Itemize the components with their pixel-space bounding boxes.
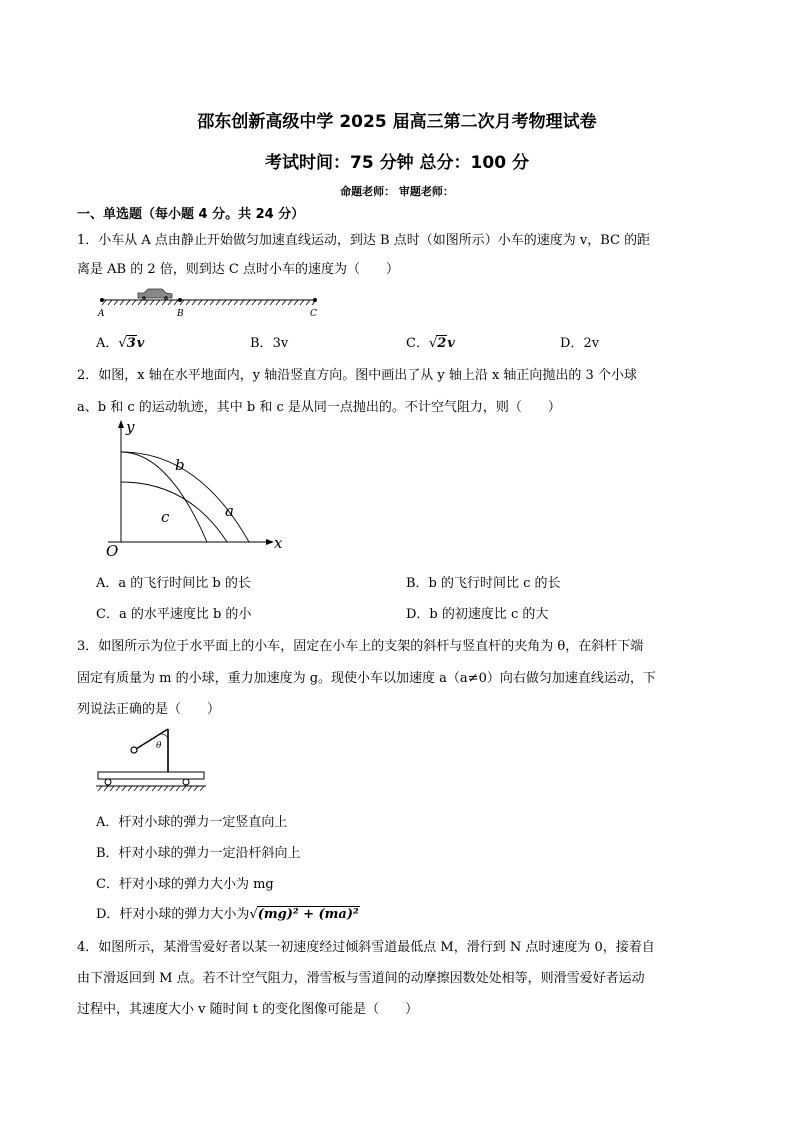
q1-label-a: A <box>98 309 105 319</box>
q1-line1: 1．小车从 A 点由静止开始做匀加速直线运动，到达 B 点时（如图所示）小车的速度为 v，BC 的距 <box>77 233 651 248</box>
y-label: y <box>126 418 135 436</box>
q3-line2: 固定有质量为 m 的小球，重力加速度为 g。现使小车以加速度 a（a≠0）向右做匀加速直线运动，下 <box>77 671 656 686</box>
q3-line1: 3．如图所示为位于水平面上的小车，固定在小车上的支架的斜杆与竖直杆的夹角为 θ，在斜杆下端 <box>77 639 644 654</box>
x-axis-arrow <box>266 539 274 545</box>
wheel-right <box>183 779 189 785</box>
q2-figure <box>98 418 288 562</box>
q4-line3: 过程中，其速度大小 v 随时间 t 的变化图像可能是（ ） <box>77 1002 419 1017</box>
y-axis-arrow <box>118 420 124 428</box>
q1-line2: 离是 AB 的 2 倍，则到达 C 点时小车的速度为（ ） <box>77 262 399 277</box>
section-heading: 一、单选题（每小题 4 分。共 24 分） <box>77 207 305 222</box>
q3-option-a[interactable]: A．杆对小球的弹力一定竖直向上 <box>96 815 288 830</box>
q3-option-c[interactable]: C．杆对小球的弹力大小为 mg <box>96 877 274 892</box>
q2-option-d[interactable]: D．b 的初速度比 c 的大 <box>406 607 549 622</box>
trajectory-a <box>121 452 249 542</box>
q3-line3: 列说法正确的是（ ） <box>77 702 221 717</box>
theta-label: θ <box>156 741 162 751</box>
q1-figure <box>96 285 326 319</box>
q3-option-b[interactable]: B．杆对小球的弹力一定沿杆斜向上 <box>96 846 301 861</box>
q3-figure <box>94 723 210 799</box>
q1-option-c[interactable]: C．√2v <box>406 336 455 351</box>
q2-line2: a、b 和 c 的运动轨迹，其中 b 和 c 是从同一点抛出的。不计空气阻力，则（ ） <box>77 400 561 415</box>
setters-line: 命题老师： 审题老师： <box>340 185 454 198</box>
q1-label-c: C <box>310 309 317 319</box>
x-label: x <box>274 534 283 552</box>
ball <box>131 747 137 753</box>
q1-option-a[interactable]: A．√3v <box>96 336 145 351</box>
trajectory-b <box>121 452 207 542</box>
wheel-left <box>105 779 111 785</box>
curve-c-label: c <box>161 508 170 526</box>
curve-b-label: b <box>175 456 185 474</box>
q1-option-d[interactable]: D．2v <box>560 336 600 351</box>
exam-info: 考试时间：75 分钟 总分：100 分 <box>265 153 529 173</box>
q2-option-b[interactable]: B．b 的飞行时间比 c 的长 <box>406 576 561 591</box>
page-title: 邵东创新高级中学 2025 届高三第二次月考物理试卷 <box>197 112 597 132</box>
curve-a-label: a <box>225 502 234 520</box>
q4-line1: 4．如图所示，某滑雪爱好者以某一初速度经过倾斜雪道最低点 M，滑行到 N 点时速度为 0，接着自 <box>77 940 655 955</box>
car-icon <box>138 289 172 300</box>
q1-label-b: B <box>177 309 184 319</box>
q4-line2: 由下滑返回到 M 点。若不计空气阻力，滑雪板与雪道间的动摩擦因数处处相等，则滑雪爱好者运动 <box>77 971 645 986</box>
q2-option-a[interactable]: A．a 的飞行时间比 b 的长 <box>96 576 251 591</box>
q2-line1: 2．如图，x 轴在水平地面内，y 轴沿竖直方向。图中画出了从 y 轴上沿 x 轴正向抛出的 3 个小球 <box>77 368 637 383</box>
q2-option-c[interactable]: C．a 的水平速度比 b 的小 <box>96 607 252 622</box>
q3-option-d[interactable]: D．杆对小球的弹力大小为√(mg)² + (ma)² <box>96 907 359 922</box>
q1-option-b[interactable]: B．3v <box>250 336 289 351</box>
origin-label: O <box>106 542 119 560</box>
